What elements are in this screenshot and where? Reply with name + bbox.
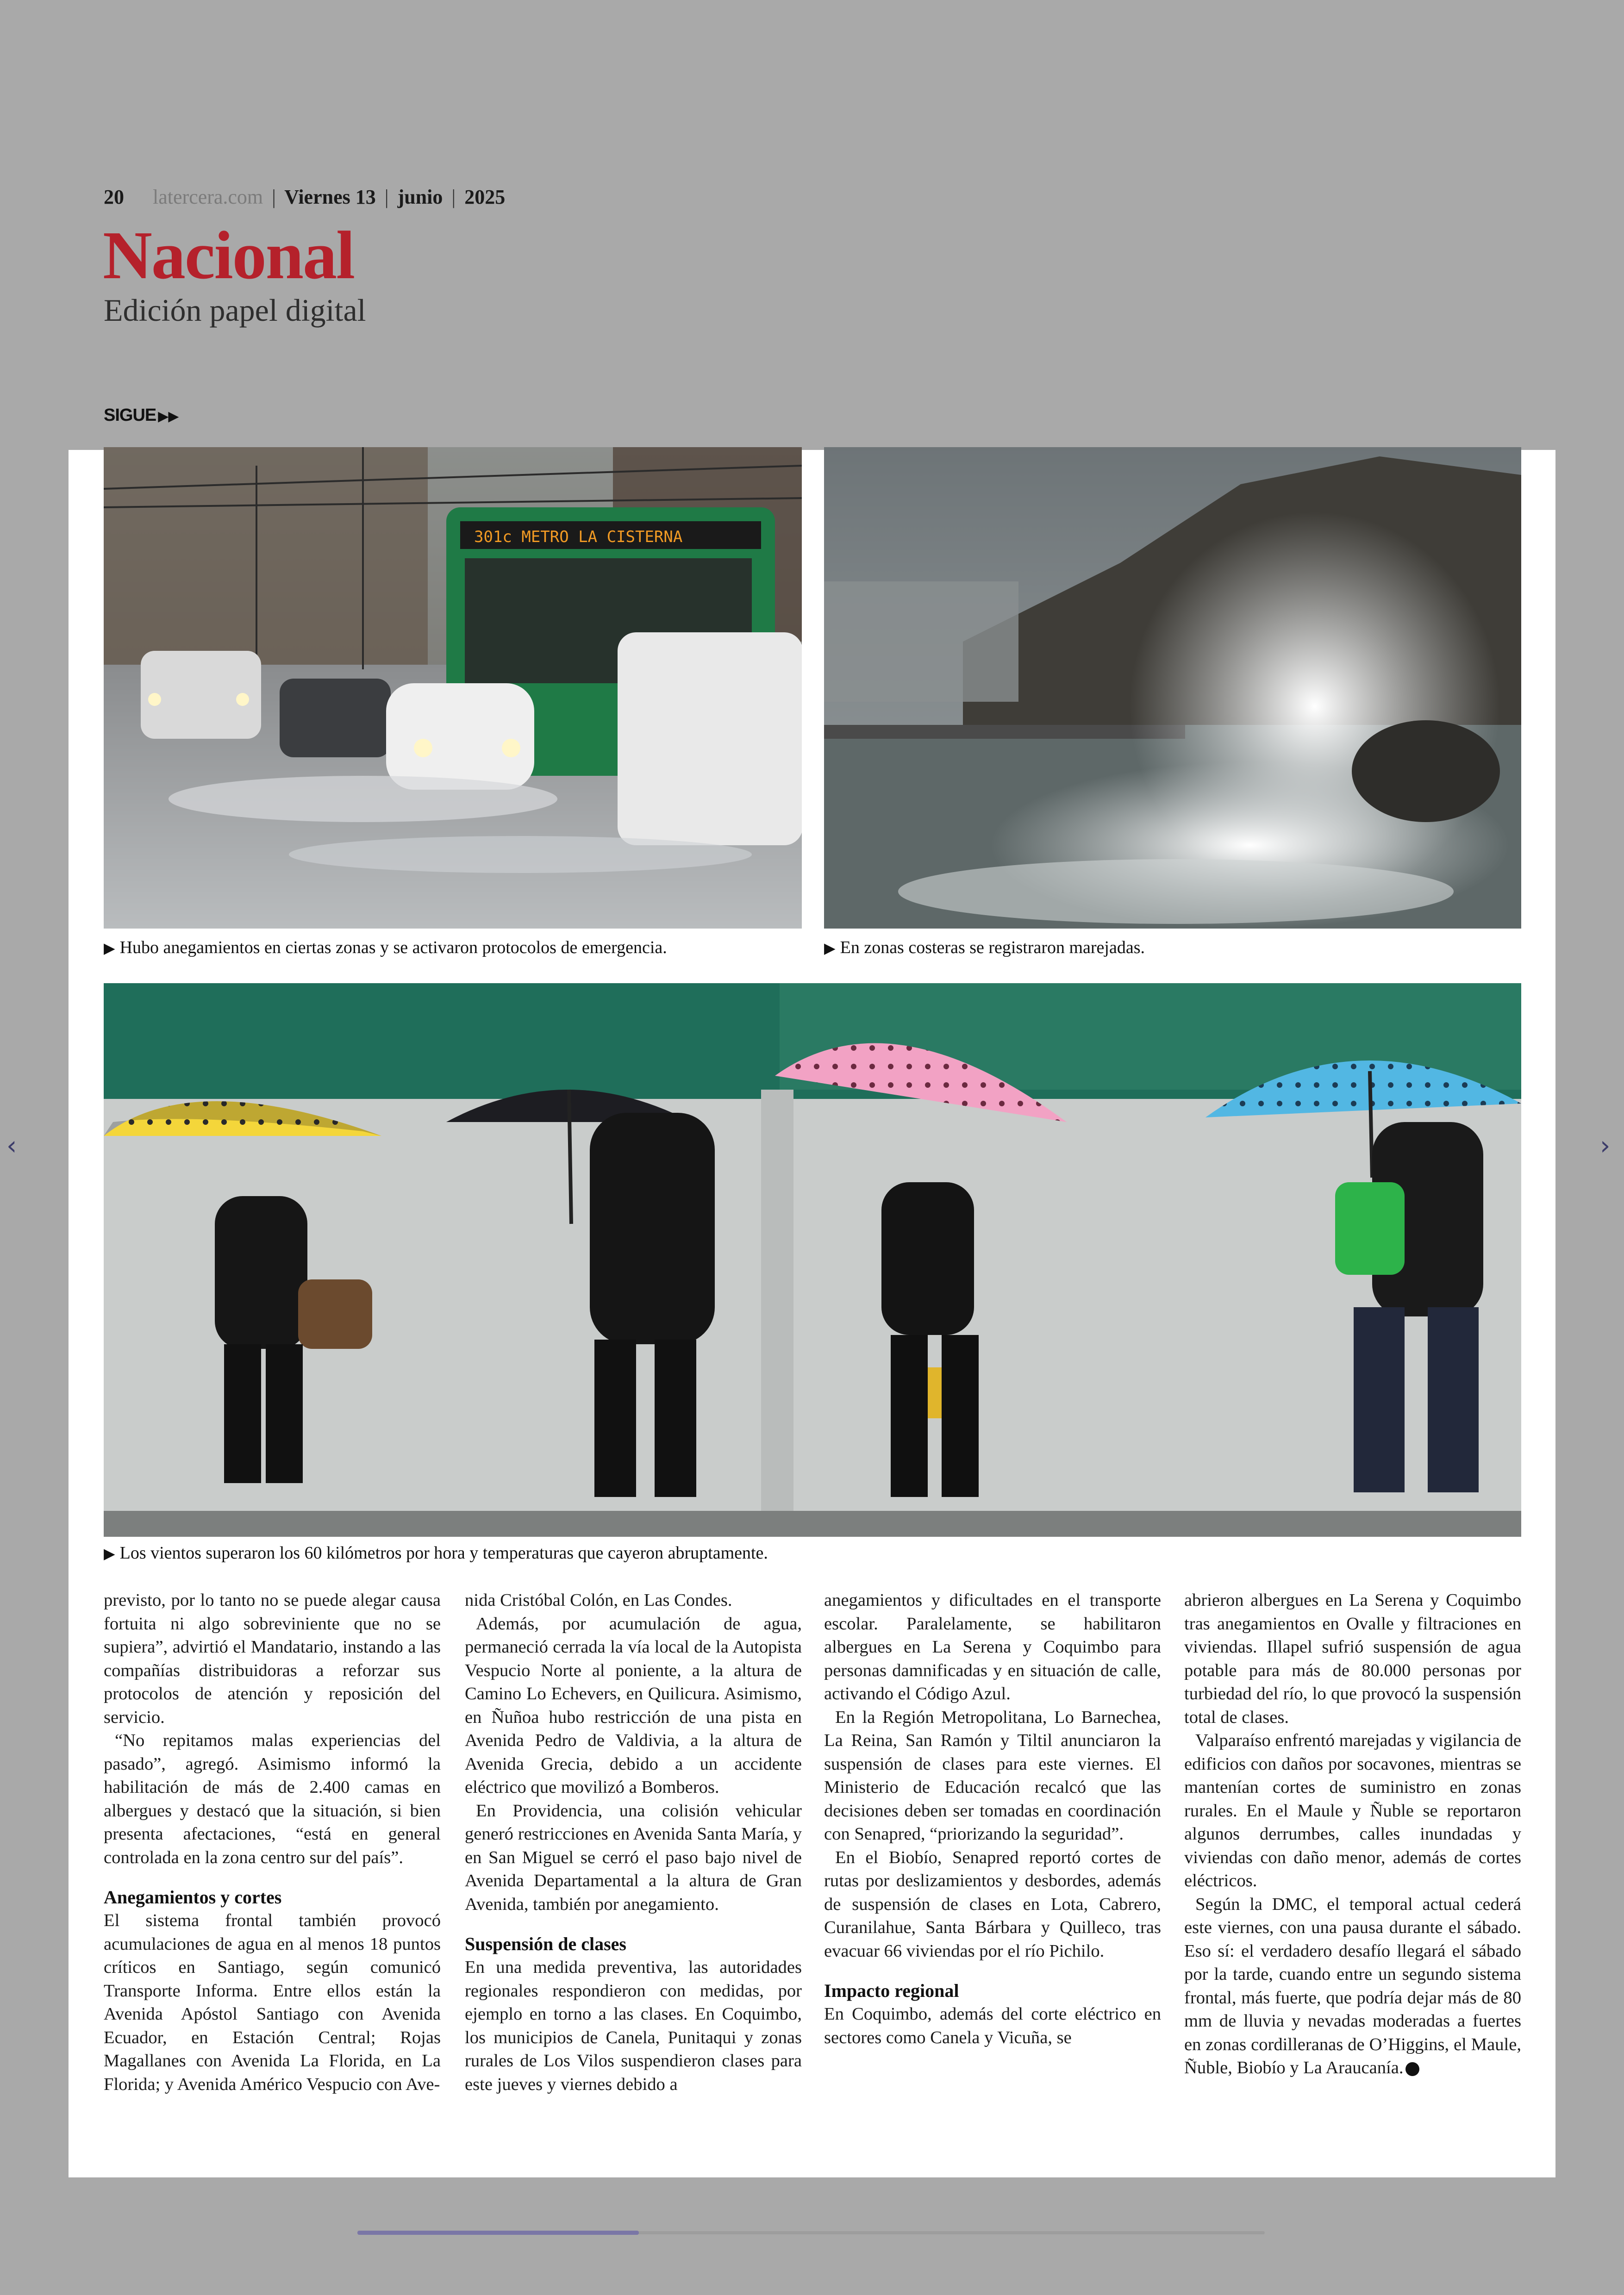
article-paragraph: En Coquimbo, además del corte eléctrico en sectores como Canela y Vicuña, se [824, 2004, 1161, 2047]
waves-photo-caption [824, 939, 1145, 956]
chevron-left-icon: ‹ [6, 1131, 17, 1161]
umbrellas-photo-caption [104, 1544, 768, 1562]
article-column-4 [1184, 1589, 1521, 2080]
site-name: latercera.com [153, 186, 263, 208]
date-month: junio [397, 186, 443, 208]
header-dateline [104, 185, 505, 209]
subheading-suspension: Suspensión de clases [465, 1933, 626, 1954]
caption-text: Hubo anegamientos en ciertas zonas y se activaron protocolos de emergencia. [119, 938, 667, 957]
article-column-3 [824, 1589, 1161, 2049]
article-text: Según la DMC, el temporal actual cederá este viernes, con una pausa durante el sábado. Eso sí: el verdadero desafío llegará el sábado por la tarde, cuando entre un segundo sistema frontal, más fuerte, que podría dejar más de 80 mm de lluvia y nevadas moderadas a fuertes en zonas cordilleranas de O’Higgins, el Maule, Ñuble, Biobío y La Araucanía. [1184, 1894, 1521, 2077]
article-paragraph: anegamientos y dificultades en el transporte escolar. Paralelamente, se habilitaron albergues en La Serena y Coquimbo para personas damnificadas y en situación de calle, activando el Código Azul. [824, 1590, 1161, 1703]
date-year: 2025 [464, 186, 506, 208]
article-paragraph: En Providencia, una colisión vehicular generó restricciones en Avenida Santa María, y en San Miguel se cerró el paso bajo nivel de Avenida Departamental a la altura de Gran Avenida, también por anegamiento. [465, 1801, 802, 1914]
continue-text: SIGUE [104, 405, 156, 425]
article-paragraph: En el Biobío, Senapred reportó cortes de rutas por deslizamientos y desbordes, además de suspensión de clases en Lota, Cabrero, Curanilahue, Santa Bárbara y Quilleco, tras evacuar 66 viviendas por el río Pichilo. [824, 1847, 1161, 1961]
bus-destination-sign: 301c METRO LA CISTERNA [474, 528, 683, 546]
divider: | [272, 186, 276, 208]
article-paragraph: El sistema frontal también provocó acumulaciones de agua en al menos 18 puntos críticos en Santiago, según comunicó Transporte Informa. Entre ellos están la Avenida Apóstol Santiago con Avenida Ecuador, en Estación Central; Rojas Magallanes con Avenida La Florida, en La Florida; y Avenida Américo Vespucio con Ave- [104, 1911, 441, 2094]
caption-marker-icon: ▶ [104, 1545, 115, 1562]
end-mark-icon [1405, 2062, 1419, 2076]
flood-photo-illustration [104, 447, 802, 929]
prev-page-button[interactable] [6, 1133, 17, 1159]
article-paragraph: En una medida preventiva, las autoridades regionales respondieron con medidas, por ejemplo en torno a las clases. En Coquimbo, los municipios de Canela, Punitaqui y zonas rurales de Los Vilos suspendieron clases para este jueves y viernes debido a [465, 1958, 802, 2094]
umbrellas-photo [104, 983, 1521, 1537]
waves-photo-illustration [824, 447, 1521, 929]
next-page-button[interactable] [1600, 1133, 1610, 1159]
flood-photo-caption [104, 939, 667, 956]
article-column-1 [104, 1589, 441, 2096]
subheading-anegamientos: Anegamientos y cortes [104, 1887, 282, 1908]
article-paragraph: “No repitamos malas experiencias del pasado”, agregó. Asimismo informó la habilitación de más de 2.400 camas en albergues y destacó que la situación, si bien presenta afectaciones, “está en general controlada en la zona centro sur del país”. [104, 1731, 441, 1867]
article-column-2 [465, 1589, 802, 2096]
date-day: Viernes 13 [284, 186, 376, 208]
article-paragraph: Valparaíso enfrentó marejadas y vigilancia de edificios con daños por socavones, mientras se mantenían cortes de suministro en zonas rurales. En el Maule y Ñuble se reportaron algunos derrumbes, calles inundadas y viviendas con daño menor, además de cortes eléctricos. [1184, 1731, 1521, 1890]
continue-arrows-icon: ▶▶ [158, 409, 179, 424]
article-paragraph: nida Cristóbal Colón, en Las Condes. [465, 1590, 732, 1610]
divider: | [384, 186, 389, 208]
page-progress-fill[interactable] [357, 2231, 639, 2235]
waves-photo [824, 447, 1521, 929]
continue-label[interactable] [104, 405, 178, 425]
chevron-right-icon: › [1600, 1131, 1611, 1161]
article-paragraph: previsto, por lo tanto no se puede alegar causa fortuita ni algo sobreviniente que no se supiera”, advirtió el Mandatario, instando a las compañías distribuidoras a reforzar sus protocolos de atención y reposición del servicio. [104, 1590, 441, 1727]
section-subtitle: Edición papel digital [104, 293, 366, 328]
article-paragraph [1184, 1893, 1521, 2080]
umbrellas-photo-illustration [104, 983, 1521, 1537]
flood-photo [104, 447, 802, 929]
section-title: Nacional [103, 218, 355, 293]
caption-text: Los vientos superaron los 60 kilómetros por hora y temperaturas que cayeron abruptamente. [119, 1543, 768, 1563]
article-paragraph: Además, por acumulación de agua, permaneció cerrada la vía local de la Autopista Vespucio Norte al poniente, a la altura de Camino Lo Echevers, en Quilicura. Asimismo, en Ñuñoa hubo restricción de una pista en Avenida Pedro de Valdivia, a la altura de Avenida Grecia, debido a un accidente eléctrico que movilizó a Bomberos. [465, 1614, 802, 1797]
caption-text: En zonas costeras se registraron marejadas. [840, 938, 1145, 957]
caption-marker-icon: ▶ [104, 940, 115, 956]
caption-marker-icon: ▶ [824, 940, 836, 956]
article-paragraph: abrieron albergues en La Serena y Coquimbo tras anegamientos en Ovalle y filtraciones en viviendas. Illapel sufrió suspensión de agua potable para más de 80.000 personas por turbiedad del río, lo que provocó la suspensión total de clases. [1184, 1590, 1521, 1727]
divider: | [451, 186, 456, 208]
subheading-impacto: Impacto regional [824, 1980, 959, 2001]
article-paragraph: En la Región Metropolitana, Lo Barnechea, La Reina, San Ramón y Tiltil anunciaron la suspensión de clases para este viernes. El Ministerio de Educación recalcó que las decisiones deben ser tomadas en coordinación con Senapred, “priorizando la seguridad”. [824, 1707, 1161, 1844]
page-number: 20 [104, 186, 124, 208]
